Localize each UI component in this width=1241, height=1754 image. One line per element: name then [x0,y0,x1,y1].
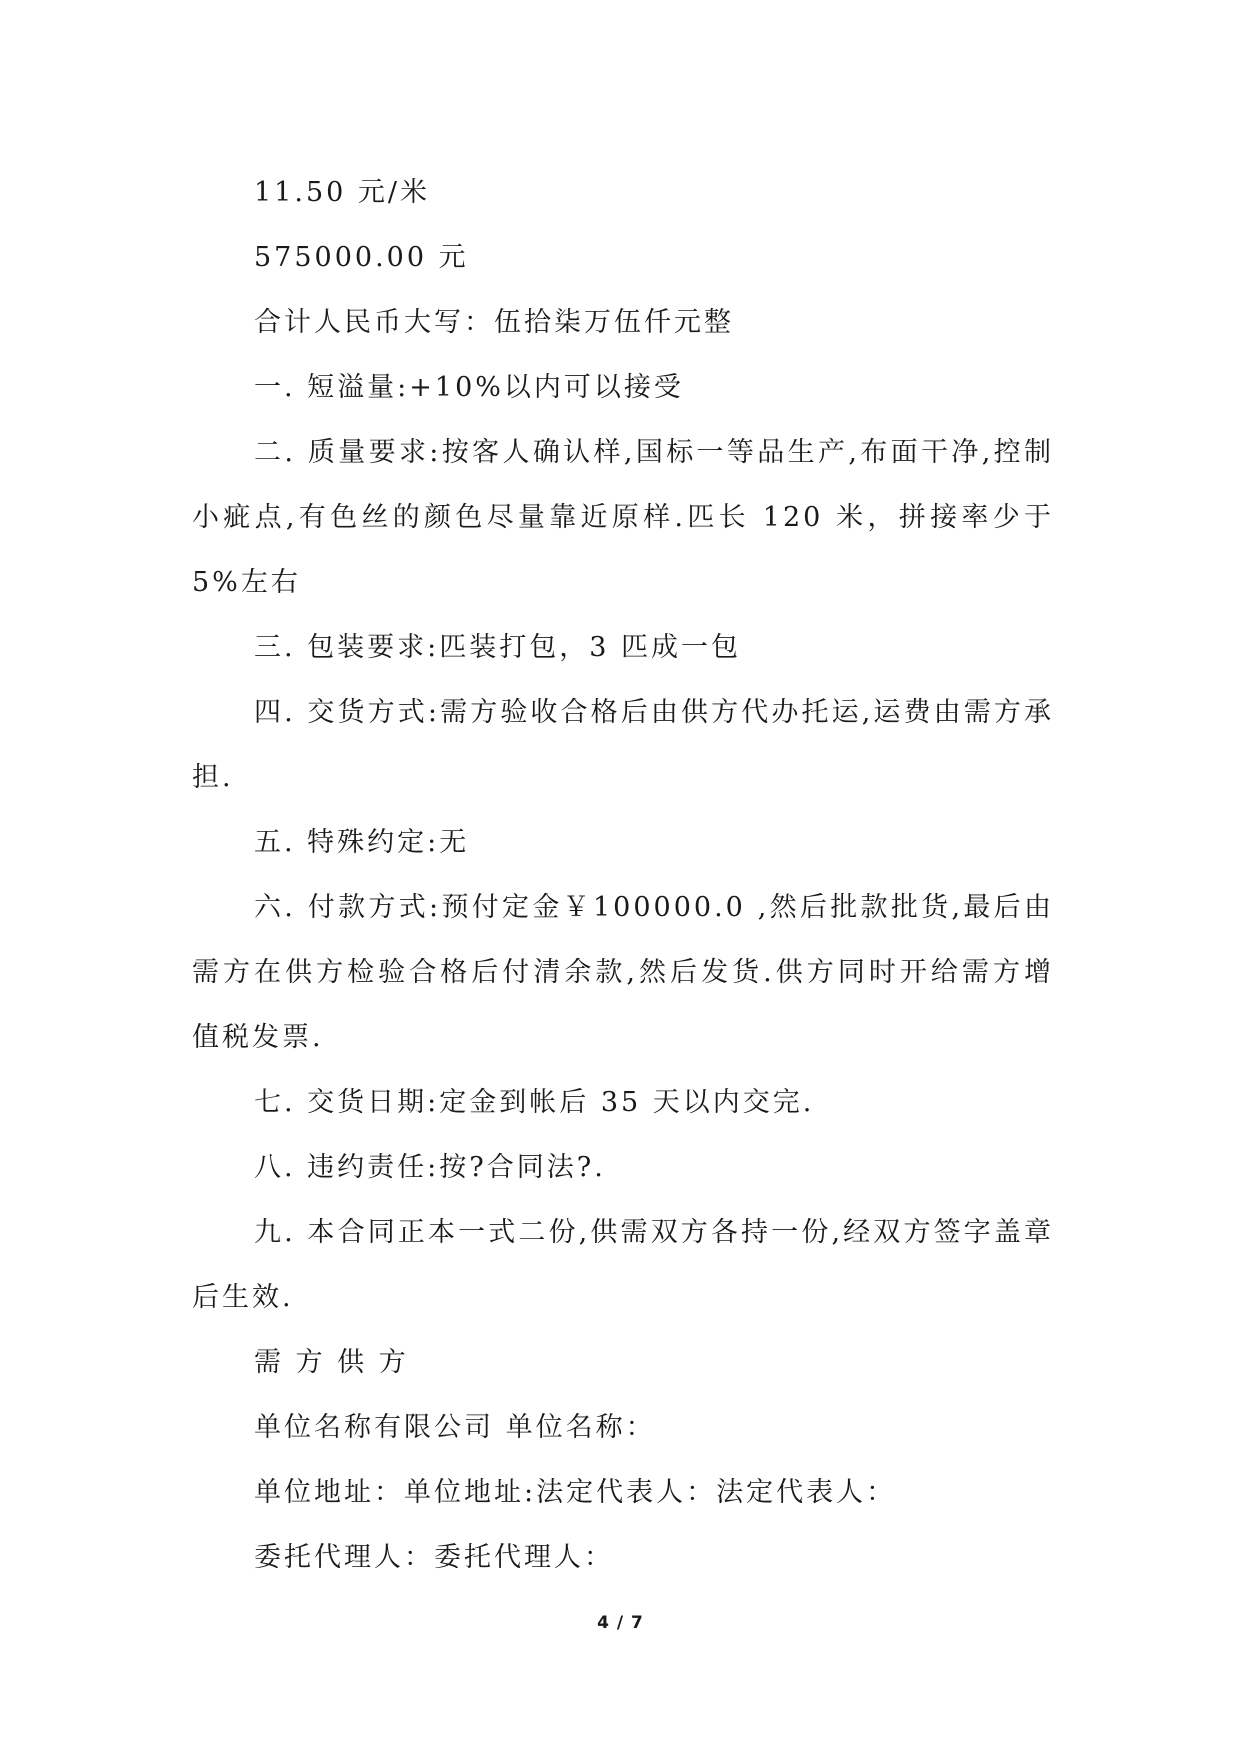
clause-4-delivery-method: 四. 交货方式:需方验收合格后由供方代办托运,运费由需方承担. [192,697,1054,793]
unit-price: 11.50 元/米 [254,177,430,208]
clause-9-effectiveness: 九. 本合同正本一式二份,供需双方各持一份,经双方签字盖章后生效. [192,1217,1054,1313]
document-body [192,160,1054,1590]
company-name-line: 单位名称有限公司 单位名称： [254,1412,656,1443]
agent-line: 委托代理人：委托代理人： [254,1542,614,1573]
page-number: 4 / 7 [597,1613,644,1633]
total-amount: 575000.00 元 [254,242,469,273]
parties-heading: 需 方 供 方 [254,1347,409,1378]
clause-6-payment: 六. 付款方式:预付定金￥100000.0 ,然后批款批货,最后由需方在供方检验合格后付清余款,然后发货.供方同时开给需方增值税发票. [192,892,1054,1053]
clause-2-quality: 二. 质量要求:按客人确认样,国标一等品生产,布面干净,控制小疵点,有色丝的颜色尽量靠近原样.匹长 120 米，拼接率少于 5%左右 [192,437,1054,598]
clause-3-packaging: 三. 包装要求:匹装打包，3 匹成一包 [254,632,742,663]
total-in-words: 合计人民币大写：伍拾柒万伍仟元整 [254,307,734,338]
clause-1-tolerance: 一. 短溢量:+10%以内可以接受 [254,372,684,403]
clause-8-liability: 八. 违约责任:按?合同法?. [254,1152,606,1183]
clause-5-special-terms: 五. 特殊约定:无 [254,827,470,858]
clause-7-delivery-date: 七. 交货日期:定金到帐后 35 天以内交完. [254,1087,815,1118]
address-representative-line: 单位地址：单位地址:法定代表人：法定代表人： [254,1477,897,1508]
